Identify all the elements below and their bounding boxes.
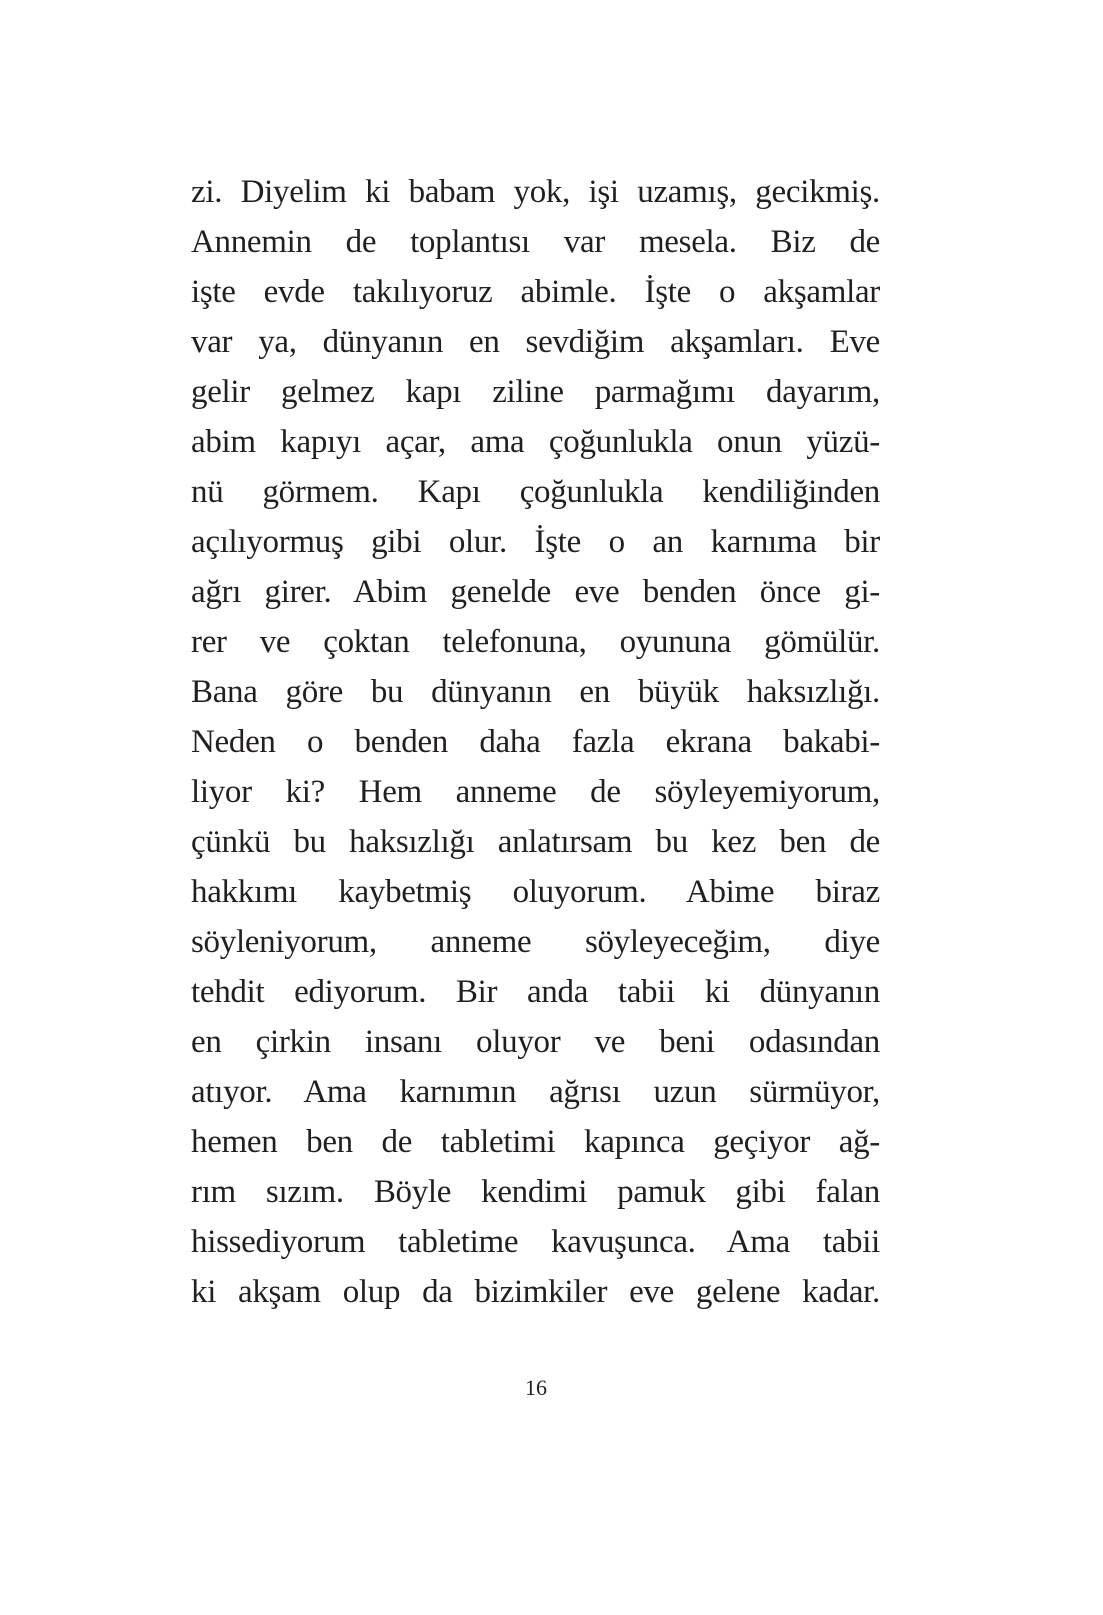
- text-line: en çirkin insanı oluyor ve beni odasından: [191, 1024, 880, 1060]
- text-line: Bana göre bu dünyanın en büyük haksızlığı.: [191, 674, 880, 710]
- text-line: gelir gelmez kapı ziline parmağımı dayarım,: [191, 374, 880, 410]
- text-line: söyleniyorum, anneme söyleyeceğim, diye: [191, 924, 880, 960]
- text-line: liyor ki? Hem anneme de söyleyemiyorum,: [191, 774, 880, 810]
- text-line: Annemin de toplantısı var mesela. Biz de: [191, 224, 880, 260]
- text-line: tehdit ediyorum. Bir anda tabii ki dünyanın: [191, 974, 880, 1010]
- text-line: açılıyormuş gibi olur. İşte o an karnıma bir: [191, 524, 880, 560]
- text-line: çünkü bu haksızlığı anlatırsam bu kez ben de: [191, 824, 880, 860]
- body-text: [191, 167, 880, 1317]
- text-line: işte evde takılıyoruz abimle. İşte o akşamlar: [191, 274, 880, 310]
- text-line: rım sızım. Böyle kendimi pamuk gibi falan: [191, 1174, 880, 1210]
- text-line: atıyor. Ama karnımın ağrısı uzun sürmüyor,: [191, 1074, 880, 1110]
- text-line: rer ve çoktan telefonuna, oyununa gömülür.: [191, 624, 880, 660]
- text-line: zi. Diyelim ki babam yok, işi uzamış, gecikmiş.: [191, 174, 880, 210]
- text-line: ki akşam olup da bizimkiler eve gelene kadar.: [191, 1274, 880, 1310]
- text-line: hissediyorum tabletime kavuşunca. Ama tabii: [191, 1224, 880, 1260]
- text-line: ağrı girer. Abim genelde eve benden önce gi-: [191, 574, 880, 610]
- text-line: nü görmem. Kapı çoğunlukla kendiliğinden: [191, 474, 880, 510]
- text-line: hakkımı kaybetmiş oluyorum. Abime biraz: [191, 874, 880, 910]
- text-line: abim kapıyı açar, ama çoğunlukla onun yüzü-: [191, 424, 880, 460]
- text-line: Neden o benden daha fazla ekrana bakabi-: [191, 724, 880, 760]
- text-line: hemen ben de tabletimi kapınca geçiyor ağ-: [191, 1124, 880, 1160]
- text-line: var ya, dünyanın en sevdiğim akşamları. Eve: [191, 324, 880, 360]
- page-number: 16: [525, 1375, 547, 1400]
